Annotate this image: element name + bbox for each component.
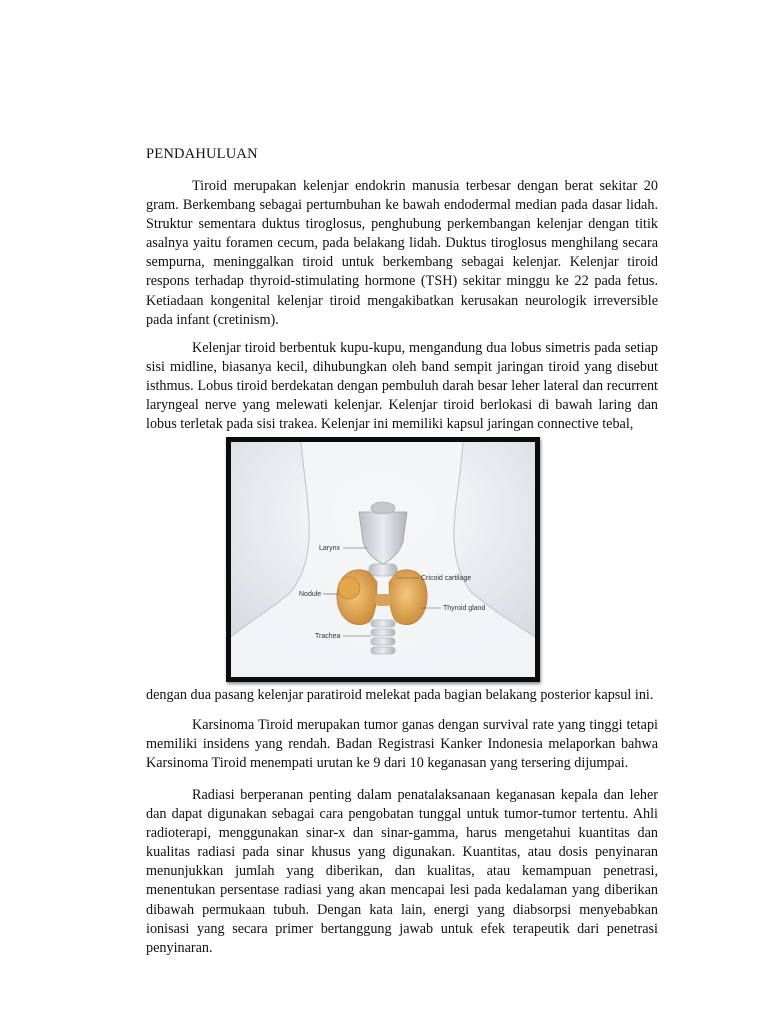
label-nodule: Nodule [299, 591, 322, 598]
isthmus-shape [375, 594, 391, 606]
thyroid-diagram-svg [231, 442, 535, 677]
cricoid-shape [369, 564, 397, 576]
label-cricoid-cartilage: Cricoid cartilage [421, 575, 472, 582]
paragraph-radiation: Radiasi berperanan penting dalam penatalaksanaan keganasan kepala dan leher dan dapat digunakan sebagai cara pengobatan tunggal untuk tumor-tumor tertentu. Ahli radioterapi, menggunakan sinar-x dan sinar-gamma, harus mengetahui kuantitas dan kualitas radiasi pada sinar khusus yang digunakan. Kuantitas, atau dosis penyinaran menunjukkan jumlah yang diberikan, dan kualitas, atau kemampuan penetrasi, menentukan persentase radiasi yang akan mencapai lesi pada kedalaman yang diberikan dibawah permukaan tubuh. Dengan kata lain, energi yang diabsorpsi menyebabkan ionisasi yang secara primer bertanggung jawab untuk efek terapeutik dari penetrasi penyinaran. [146, 787, 658, 956]
section-heading: PENDAHULUAN [146, 146, 258, 162]
label-larynx: Larynx [319, 545, 341, 552]
label-thyroid-gland: Thyroid gland [443, 605, 486, 612]
nodule-shape [338, 577, 360, 599]
label-trachea: Trachea [315, 633, 341, 640]
paragraph-parathyroid: dengan dua pasang kelenjar paratiroid melekat pada bagian belakang posterior kapsul ini. [146, 687, 654, 703]
thyroid-illustration [226, 437, 540, 682]
paragraph-carcinoma: Karsinoma Tiroid merupakan tumor ganas dengan survival rate yang tinggi tetapi memiliki insidens yang rendah. Badan Registrasi Kanker Indonesia melaporkan bahwa Karsinoma Tiroid menempati urutan ke 9 dari 10 keganasan yang tersering dijumpai. [146, 717, 658, 772]
paragraph-intro: Tiroid merupakan kelenjar endokrin manusia terbesar dengan berat sekitar 20 gram. Berkembang sebagai pertumbuhan ke bawah endodermal median pada dasar lidah. Struktur sementara duktus tiroglosus, penghubung perkembangan kelenjar dengan titik asalnya yaitu foramen cecum, pada belakang lidah. Duktus tiroglosus menghilang secara sempurna, meninggalkan tiroid untuk berkembang sebagai kelenjar. Kelenjar tiroid respons terhadap thyroid-stimulating hormone (TSH) sekitar minggu ke 22 pada fetus. Ketiadaan kongenital kelenjar tiroid mengakibatkan kerusakan neurologik irreversible pada infant (cretinism). [146, 178, 658, 328]
paragraph-anatomy: Kelenjar tiroid berbentuk kupu-kupu, mengandung dua lobus simetris pada setiap sisi midline, biasanya kecil, dihubungkan oleh band sempit jaringan tiroid yang disebut isthmus. Lobus tiroid berdekatan dengan pembuluh darah besar leher lateral dan recurrent laryngeal nerve yang melewati kelenjar. Kelenjar tiroid berlokasi di bawah laring dan lobus terletak pada sisi trakea. Kelenjar ini memiliki kapsul jaringan connective tebal, [146, 340, 658, 433]
